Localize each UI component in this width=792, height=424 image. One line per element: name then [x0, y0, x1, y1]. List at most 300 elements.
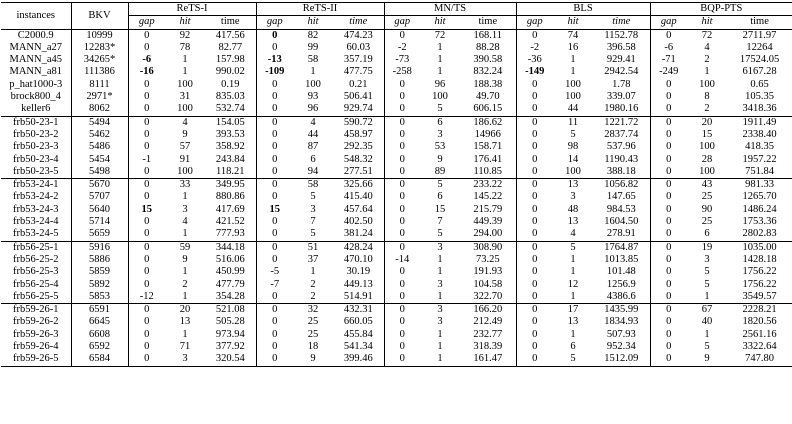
gap-value: 0 [128, 129, 165, 141]
hit-value: 98 [567, 141, 579, 153]
bkv-value: 6592 [71, 341, 128, 353]
bkv-value: 5892 [71, 279, 128, 291]
gap-value: 0 [256, 154, 293, 166]
time-value: 215.79 [473, 203, 503, 215]
gap-value: -16 [128, 66, 165, 78]
time-value: 396.58 [606, 41, 636, 53]
hit-value: 25 [701, 216, 713, 228]
time-value: 14966 [474, 128, 501, 140]
hit-value: 72 [420, 29, 460, 42]
time-value: 145.22 [473, 191, 503, 203]
bkv-value: 5462 [71, 129, 128, 141]
instance-name: MANN_a81 [9, 66, 62, 78]
instance-name: frb56-25-3 [13, 266, 59, 278]
time-value: 514.91 [343, 290, 373, 302]
gap-value: 0 [384, 141, 420, 153]
time-value: 339.07 [606, 91, 636, 103]
gap-value: 0 [128, 179, 165, 192]
time-value: 432.31 [333, 304, 384, 317]
hit-value: 1 [570, 328, 576, 340]
time-value: 3418.36 [742, 103, 777, 115]
bkv-header: BKV [71, 3, 128, 30]
gap-value: -6 [650, 42, 687, 54]
gap-header: gap [384, 16, 420, 29]
hit-value: 40 [701, 316, 713, 328]
time-value: 952.34 [606, 341, 636, 353]
gap-value: 0 [516, 341, 553, 353]
hit-value: 90 [701, 203, 713, 215]
time-value: 2711.97 [727, 29, 792, 42]
hit-value: 44 [307, 128, 319, 140]
gap-value: 15 [128, 204, 165, 216]
gap-value: 0 [128, 141, 165, 153]
gap-value: 0 [516, 154, 553, 166]
gap-value: 0 [384, 129, 420, 141]
gap-value: 0 [650, 304, 687, 317]
time-value: 516.06 [215, 253, 245, 265]
gap-value: 0 [650, 316, 687, 328]
hit-value: 1 [182, 290, 188, 302]
hit-value: 43 [687, 179, 727, 192]
gap-value: 0 [256, 79, 293, 91]
hit-value: 18 [307, 341, 319, 353]
gap-value: 0 [650, 204, 687, 216]
instance-name: brock800_4 [10, 91, 61, 103]
hit-value: 5 [704, 278, 710, 290]
time-value: 606.15 [473, 103, 503, 115]
time-value: 388.18 [606, 165, 636, 177]
table-row [1, 54, 792, 66]
bkv-value: 8062 [71, 103, 128, 116]
table-row [1, 341, 792, 353]
hit-value: 58 [307, 54, 319, 66]
time-value: 449.39 [473, 216, 503, 228]
time-value: 377.92 [215, 341, 245, 353]
table-row [1, 166, 792, 179]
time-value: 2338.40 [742, 128, 777, 140]
time-value: 320.54 [205, 353, 256, 366]
time-value: 537.96 [606, 141, 636, 153]
gap-value: 0 [516, 116, 553, 129]
hit-value: 1 [182, 66, 188, 78]
hit-value: 1 [437, 341, 443, 353]
hit-value: 100 [177, 78, 193, 90]
hit-value: 1 [310, 66, 316, 78]
hit-value: 92 [165, 29, 205, 42]
results-body [1, 29, 792, 366]
hit-value: 1 [570, 253, 576, 265]
time-value: 4386.6 [606, 290, 636, 302]
time-value: 0.65 [750, 78, 769, 90]
header-row-algorithms [1, 3, 792, 16]
algo-header: ReTS-I [128, 3, 256, 16]
time-value: 17524.05 [739, 54, 780, 66]
gap-value: 0 [384, 154, 420, 166]
hit-value: 11 [553, 116, 593, 129]
hit-value: 1 [437, 266, 443, 278]
gap-value: -36 [516, 54, 553, 66]
time-value: 455.84 [343, 328, 373, 340]
gap-value: 0 [650, 129, 687, 141]
hit-value: 6 [310, 153, 316, 165]
time-value: 3549.57 [742, 290, 777, 302]
gap-value: 0 [256, 228, 293, 241]
hit-value: 1 [704, 328, 710, 340]
time-value: 1834.93 [604, 316, 639, 328]
time-value: 1.78 [612, 78, 631, 90]
time-value: 973.94 [215, 328, 245, 340]
time-value: 158.71 [473, 141, 503, 153]
time-value: 1764.87 [593, 241, 650, 254]
time-value: 30.19 [346, 266, 371, 278]
gap-value: -6 [128, 54, 165, 66]
time-value: 393.53 [215, 128, 245, 140]
time-value: 477.79 [215, 278, 245, 290]
gap-value: 0 [256, 103, 293, 116]
hit-value: 2 [310, 290, 316, 302]
hit-value: 1 [570, 54, 576, 66]
time-value: 0.19 [221, 78, 240, 90]
time-value: 1056.82 [593, 179, 650, 192]
gap-value: 0 [256, 116, 293, 129]
bkv-value: 6608 [71, 329, 128, 341]
hit-value: 5 [310, 191, 316, 203]
hit-value: 16 [567, 41, 579, 53]
gap-value: 0 [650, 291, 687, 304]
time-header: time [593, 16, 650, 29]
time-value: 358.92 [215, 141, 245, 153]
gap-value: 0 [128, 279, 165, 291]
table-row [1, 179, 792, 192]
hit-header: hit [553, 16, 593, 29]
hit-value: 51 [293, 241, 333, 254]
gap-value: -2 [384, 42, 420, 54]
table-row [1, 304, 792, 317]
gap-value: 0 [128, 304, 165, 317]
hit-header: hit [687, 16, 727, 29]
hit-value: 13 [567, 216, 579, 228]
time-value: 278.91 [606, 228, 636, 240]
instance-name: frb59-26-4 [13, 341, 59, 353]
hit-value: 78 [179, 41, 191, 53]
hit-value: 82 [293, 29, 333, 42]
gap-value: -12 [128, 291, 165, 304]
gap-value: 0 [256, 304, 293, 317]
time-value: 188.38 [473, 78, 503, 90]
gap-value: 0 [128, 116, 165, 129]
time-value: 308.90 [460, 241, 516, 254]
hit-value: 25 [701, 191, 713, 203]
time-value: 186.62 [460, 116, 516, 129]
results-table [1, 2, 792, 367]
gap-value: 0 [650, 179, 687, 192]
results-table-container [1, 2, 780, 367]
table-row [1, 216, 792, 228]
time-value: 1256.9 [606, 278, 636, 290]
bkv-value: 5707 [71, 191, 128, 203]
gap-value: 0 [256, 341, 293, 353]
hit-value: 3 [437, 316, 443, 328]
time-value: 318.39 [473, 341, 503, 353]
hit-value: 25 [307, 316, 319, 328]
gap-value: -7 [256, 279, 293, 291]
gap-value: 0 [256, 141, 293, 153]
bkv-value: 111386 [71, 66, 128, 78]
time-value: 1957.22 [742, 153, 777, 165]
hit-value: 1 [570, 66, 576, 78]
time-value: 415.40 [343, 191, 373, 203]
table-row [1, 154, 792, 166]
time-value: 990.02 [215, 66, 245, 78]
table-row [1, 228, 792, 241]
instance-name: frb56-25-5 [13, 290, 59, 302]
hit-value: 9 [437, 153, 443, 165]
hit-value: 13 [179, 316, 191, 328]
time-value: 294.00 [473, 228, 503, 240]
hit-value: 58 [293, 179, 333, 192]
gap-value: -73 [384, 54, 420, 66]
hit-value: 8 [704, 91, 710, 103]
table-row [1, 42, 792, 54]
algo-header: BLS [516, 3, 650, 16]
hit-header: hit [293, 16, 333, 29]
hit-value: 6 [570, 341, 576, 353]
hit-value: 48 [567, 203, 579, 215]
time-value: 747.80 [727, 353, 792, 366]
gap-value: 0 [128, 266, 165, 278]
instance-name: p_hat1000-3 [9, 78, 63, 90]
gap-value: 0 [256, 191, 293, 203]
gap-value: 0 [516, 191, 553, 203]
bkv-value: 6584 [71, 353, 128, 366]
gap-value: -71 [650, 54, 687, 66]
gap-value: 0 [384, 353, 420, 366]
time-value: 325.66 [333, 179, 384, 192]
time-value: 110.85 [473, 165, 503, 177]
gap-value: 0 [516, 129, 553, 141]
gap-value: 0 [384, 29, 420, 42]
gap-value: 0 [384, 216, 420, 228]
hit-header: hit [165, 16, 205, 29]
table-row [1, 103, 792, 116]
instance-name: frb53-24-3 [13, 203, 59, 215]
time-value: 390.58 [473, 54, 503, 66]
gap-value: 0 [650, 329, 687, 341]
hit-value: 3 [310, 203, 316, 215]
hit-value: 37 [307, 253, 319, 265]
time-value: 157.98 [215, 54, 245, 66]
time-value: 507.93 [606, 328, 636, 340]
time-value: 402.50 [343, 216, 373, 228]
time-header: time [727, 16, 792, 29]
gap-value: 0 [384, 191, 420, 203]
time-value: 418.35 [745, 141, 774, 153]
gap-value: 0 [256, 291, 293, 304]
hit-value: 3 [437, 128, 443, 140]
gap-value: 0 [516, 266, 553, 278]
hit-value: 2 [704, 103, 710, 115]
time-value: 449.13 [343, 278, 373, 290]
time-value: 292.35 [343, 141, 373, 153]
hit-value: 99 [307, 41, 319, 53]
hit-value: 5 [553, 241, 593, 254]
time-value: 60.03 [346, 41, 371, 53]
time-value: 2942.54 [604, 66, 639, 78]
hit-value: 5 [704, 266, 710, 278]
hit-value: 5 [704, 341, 710, 353]
gap-header: gap [128, 16, 165, 29]
hit-value: 14 [567, 153, 579, 165]
time-value: 477.75 [343, 66, 373, 78]
gap-value: -13 [256, 54, 293, 66]
time-value: 6167.28 [742, 66, 777, 78]
hit-value: 12 [567, 278, 579, 290]
hit-value: 31 [179, 91, 191, 103]
hit-value: 5 [420, 179, 460, 192]
gap-value: 0 [650, 166, 687, 179]
hit-value: 1 [437, 290, 443, 302]
hit-value: 13 [567, 316, 579, 328]
instance-name: MANN_a45 [9, 54, 62, 66]
time-value: 357.19 [343, 54, 373, 66]
hit-value: 1 [182, 54, 188, 66]
hit-value: 1 [437, 41, 443, 53]
gap-header: gap [650, 16, 687, 29]
gap-value: 0 [384, 291, 420, 304]
time-value: 2837.74 [604, 128, 639, 140]
bkv-value: 5859 [71, 266, 128, 278]
gap-value: 0 [128, 228, 165, 241]
time-value: 12264 [746, 41, 773, 53]
time-value: 399.46 [333, 353, 384, 366]
time-value: 1265.70 [742, 191, 777, 203]
hit-value: 2 [704, 54, 710, 66]
bkv-value: 5498 [71, 166, 128, 179]
instance-name: frb56-25-4 [13, 278, 59, 290]
time-value: 1428.18 [742, 253, 777, 265]
gap-value: 0 [256, 42, 293, 54]
gap-value: 0 [650, 241, 687, 254]
gap-value: 0 [384, 316, 420, 328]
hit-value: 2 [182, 278, 188, 290]
table-row [1, 254, 792, 266]
gap-value: 0 [384, 279, 420, 291]
gap-value: 0 [384, 204, 420, 216]
hit-value: 59 [165, 241, 205, 254]
time-value: 832.24 [473, 66, 503, 78]
gap-value: 0 [128, 91, 165, 103]
gap-value: 0 [516, 103, 553, 116]
table-row [1, 91, 792, 103]
gap-value: 0 [650, 103, 687, 116]
time-value: 232.77 [473, 328, 503, 340]
gap-value: 0 [516, 141, 553, 153]
hit-value: 9 [182, 128, 188, 140]
gap-value: 0 [128, 329, 165, 341]
time-value: 1035.00 [727, 241, 792, 254]
time-value: 168.11 [460, 29, 516, 42]
gap-value: 0 [516, 179, 553, 192]
instance-name: frb50-23-5 [13, 165, 59, 177]
gap-value: 0 [516, 254, 553, 266]
instance-name: frb53-24-1 [1, 179, 71, 192]
gap-value: 0 [256, 91, 293, 103]
time-value: 104.58 [473, 278, 503, 290]
hit-value: 4 [165, 116, 205, 129]
hit-value: 2 [310, 278, 316, 290]
hit-value: 4 [704, 41, 710, 53]
hit-value: 9 [687, 353, 727, 366]
gap-value: -5 [256, 266, 293, 278]
time-value: 1512.09 [593, 353, 650, 366]
time-value: 191.93 [473, 266, 503, 278]
hit-value: 71 [179, 341, 191, 353]
bkv-value: 5659 [71, 228, 128, 241]
gap-value: 0 [256, 129, 293, 141]
gap-value: 0 [516, 216, 553, 228]
instance-name: frb50-23-2 [13, 128, 59, 140]
hit-value: 13 [553, 179, 593, 192]
gap-value: 0 [128, 316, 165, 328]
gap-value: 0 [384, 79, 420, 91]
hit-value: 3 [420, 241, 460, 254]
gap-value: 0 [650, 216, 687, 228]
time-value: 166.20 [460, 304, 516, 317]
hit-value: 1 [437, 54, 443, 66]
gap-header: gap [516, 16, 553, 29]
time-value: 354.28 [215, 290, 245, 302]
gap-value: 0 [256, 329, 293, 341]
time-value: 506.41 [343, 91, 373, 103]
time-value: 1820.56 [742, 316, 777, 328]
time-value: 541.34 [343, 341, 373, 353]
time-value: 428.24 [333, 241, 384, 254]
gap-value: 0 [384, 329, 420, 341]
time-value: 532.74 [215, 103, 245, 115]
time-value: 233.22 [460, 179, 516, 192]
hit-value: 5 [570, 128, 576, 140]
gap-value: 0 [128, 29, 165, 42]
gap-value: 0 [650, 79, 687, 91]
table-row [1, 291, 792, 304]
time-value: 322.70 [473, 290, 503, 302]
hit-value: 32 [293, 304, 333, 317]
time-value: 161.47 [460, 353, 516, 366]
time-value: 1604.50 [604, 216, 639, 228]
time-header: time [205, 16, 256, 29]
time-value: 474.23 [333, 29, 384, 42]
time-value: 1152.78 [593, 29, 650, 42]
time-value: 590.72 [333, 116, 384, 129]
gap-value: -2 [516, 42, 553, 54]
gap-value: 0 [384, 179, 420, 192]
hit-value: 7 [437, 216, 443, 228]
hit-value: 19 [687, 241, 727, 254]
bkv-value: 2971* [71, 91, 128, 103]
hit-value: 7 [310, 216, 316, 228]
instance-name: frb59-26-5 [1, 353, 71, 366]
gap-value: 0 [650, 228, 687, 241]
gap-value: 0 [128, 254, 165, 266]
time-value: 450.99 [215, 266, 245, 278]
gap-value: 0 [128, 341, 165, 353]
hit-value: 100 [177, 165, 193, 177]
gap-value: 0 [384, 228, 420, 241]
table-row [1, 191, 792, 203]
gap-value: 0 [384, 116, 420, 129]
bkv-value: 5640 [71, 204, 128, 216]
bkv-value: 5916 [71, 241, 128, 254]
